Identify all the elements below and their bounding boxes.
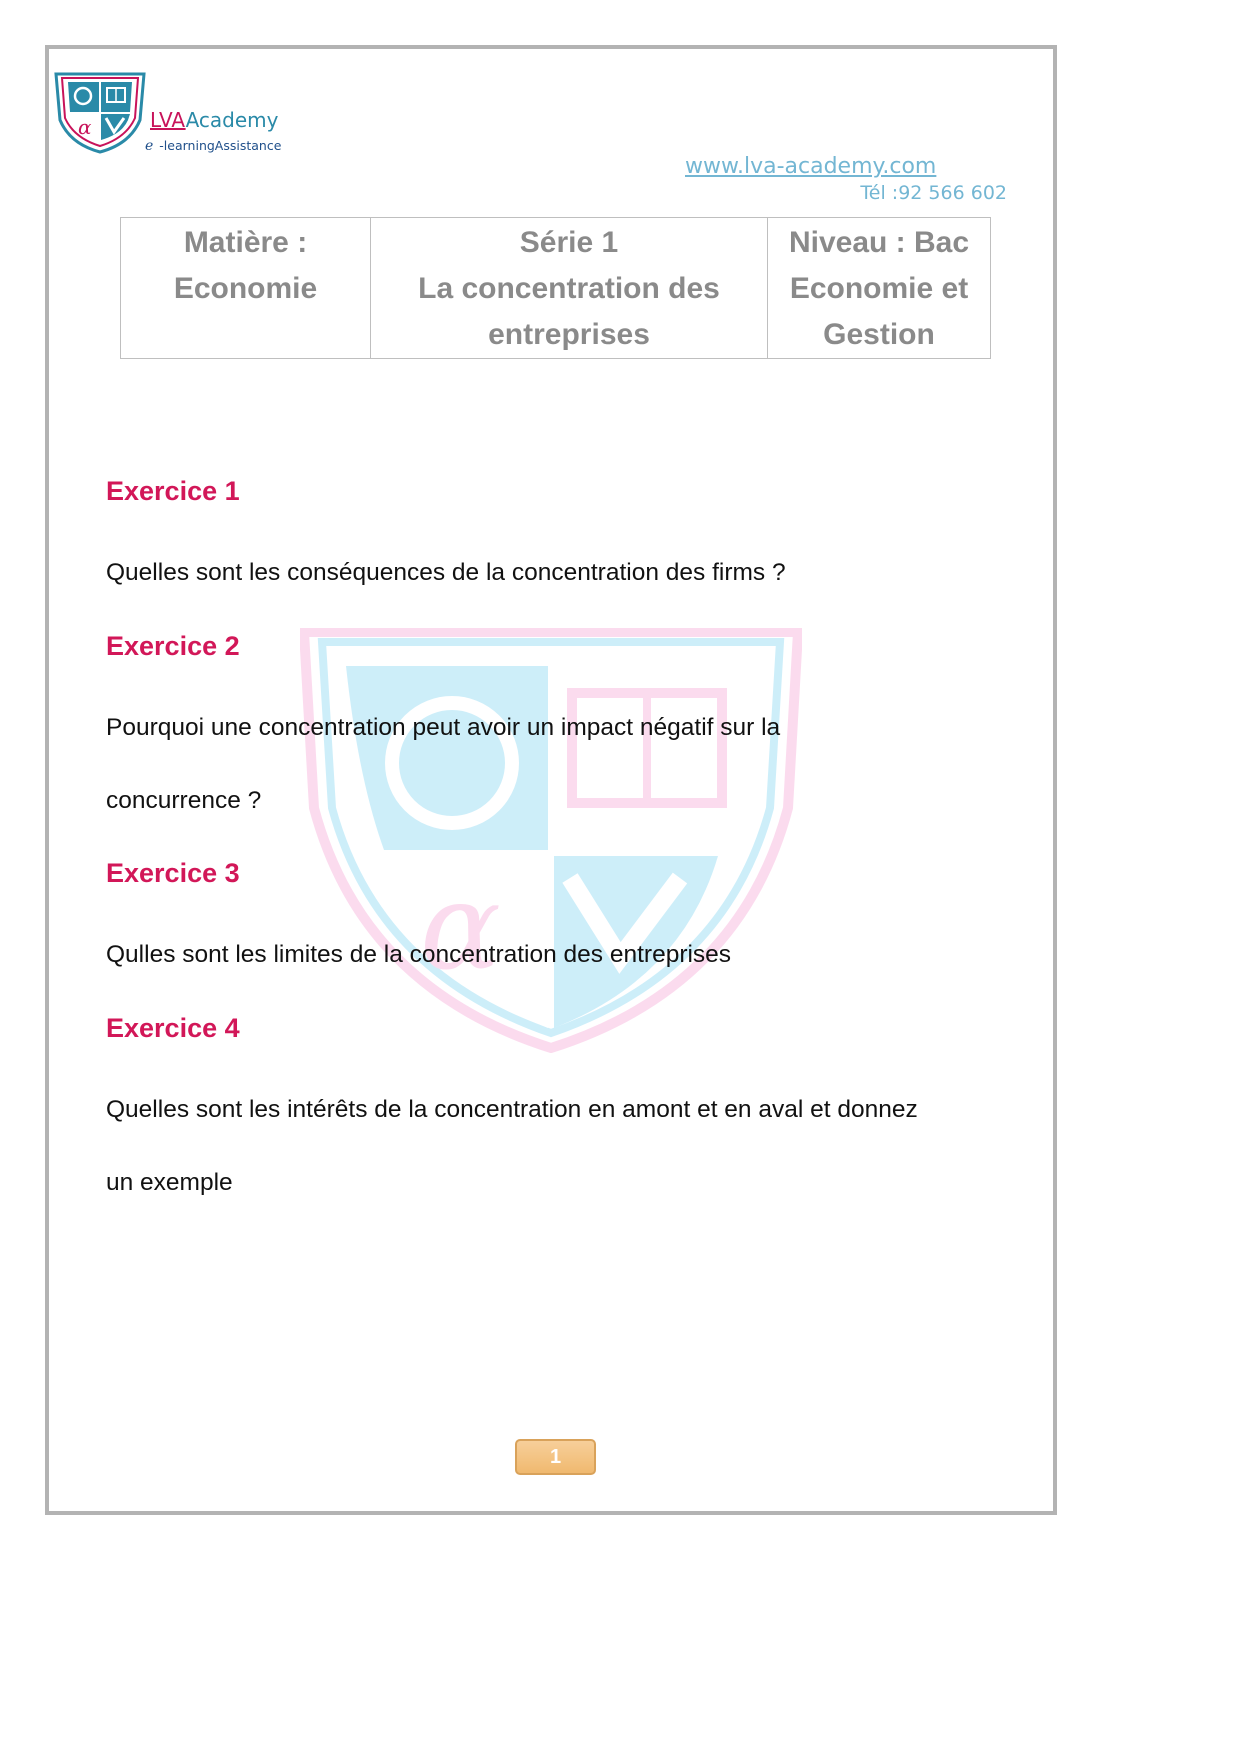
exercise-1-question [106, 536, 1036, 609]
series-cell [371, 218, 768, 359]
subject-value: Economie [173, 272, 318, 305]
info-table [120, 217, 991, 359]
lva-shield-logo-icon [52, 70, 148, 154]
svg-text:α: α [78, 115, 92, 139]
brand-tagline [145, 138, 281, 154]
website-link[interactable]: www.lva-academy.com [685, 154, 937, 179]
level-label: Niveau : Bac [788, 226, 970, 259]
exercise-3-question [106, 918, 1036, 991]
level-value-line-1: Economie et [789, 272, 969, 305]
exercise-1-title: Exercice 1 [106, 476, 240, 506]
svg-text:α: α [420, 858, 502, 997]
question-line: Qulles sont les limites de la concentration des entreprises [106, 941, 732, 968]
brand-name [150, 108, 279, 132]
series-title-line-2: entreprises [488, 318, 650, 351]
question-line: Pourquoi une concentration peut avoir un impact négatif sur la [106, 714, 781, 741]
question-line: Quelles sont les intérêts de la concentration en amont et en aval et donnez [106, 1096, 918, 1123]
question-line: Quelles sont les conséquences de la concentration des firms ? [106, 559, 786, 586]
exercise-3-title: Exercice 3 [106, 858, 240, 888]
series-label: Série 1 [519, 226, 619, 259]
question-line: concurrence ? [106, 787, 262, 814]
page-number-badge: 1 [515, 1439, 596, 1475]
brand-suffix: Academy [185, 108, 279, 132]
tagline-e: e [145, 138, 154, 154]
level-value-line-2: Gestion [823, 318, 935, 351]
exercise-4-title: Exercice 4 [106, 1013, 240, 1043]
question-line: un exemple [106, 1169, 233, 1196]
series-title-line-1: La concentration des [418, 272, 720, 305]
brand-prefix: LVA [150, 108, 186, 132]
subject-label: Matière : [183, 226, 308, 259]
exercise-2-question [106, 691, 1036, 837]
subject-cell [121, 218, 371, 359]
phone-number: Tél :92 566 602 [860, 182, 1007, 204]
exercise-2-title: Exercice 2 [106, 631, 240, 661]
level-cell [768, 218, 991, 359]
exercise-4-question [106, 1073, 1036, 1219]
tagline-text: -learningAssistance [159, 138, 282, 153]
